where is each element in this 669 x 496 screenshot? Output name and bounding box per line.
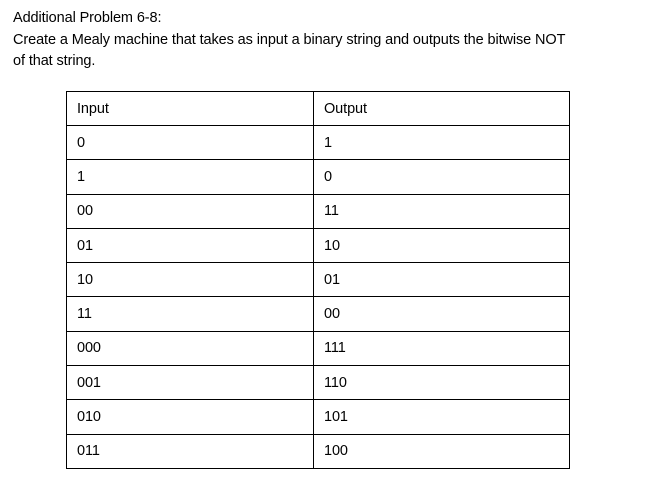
- table-row: [67, 297, 570, 331]
- input-cell: 000: [67, 331, 314, 365]
- output-cell: 11: [314, 194, 570, 228]
- problem-text-line-1: Create a Mealy machine that takes as input a binary string and outputs the bitwise NOT: [13, 31, 566, 48]
- output-cell: 10: [314, 228, 570, 262]
- output-cell: 0: [314, 160, 570, 194]
- problem-text-line-2: of that string.: [13, 53, 96, 69]
- input-cell: 0: [67, 126, 314, 160]
- input-cell: 00: [67, 194, 314, 228]
- input-cell: 001: [67, 366, 314, 400]
- input-output-table: [66, 91, 570, 469]
- output-cell: 01: [314, 263, 570, 297]
- input-cell: 1: [67, 160, 314, 194]
- problem-statement: [13, 8, 565, 73]
- table-row: [67, 194, 570, 228]
- table-row: [67, 434, 570, 468]
- output-cell: 00: [314, 297, 570, 331]
- output-cell: 100: [314, 434, 570, 468]
- table-row: [67, 160, 570, 194]
- output-cell: 110: [314, 366, 570, 400]
- input-cell: 011: [67, 434, 314, 468]
- table-row: [67, 331, 570, 365]
- input-cell: 11: [67, 297, 314, 331]
- input-cell: 10: [67, 263, 314, 297]
- table-row: [67, 228, 570, 262]
- input-column-header: Input: [67, 92, 314, 126]
- problem-title: Additional Problem 6-8:: [13, 10, 162, 26]
- output-column-header: Output: [314, 92, 570, 126]
- table-row: [67, 263, 570, 297]
- table-row: [67, 366, 570, 400]
- input-cell: 010: [67, 400, 314, 434]
- output-cell: 101: [314, 400, 570, 434]
- table-row: [67, 400, 570, 434]
- table-header-row: [67, 92, 570, 126]
- input-cell: 01: [67, 228, 314, 262]
- table-row: [67, 126, 570, 160]
- output-cell: 111: [314, 331, 570, 365]
- output-cell: 1: [314, 126, 570, 160]
